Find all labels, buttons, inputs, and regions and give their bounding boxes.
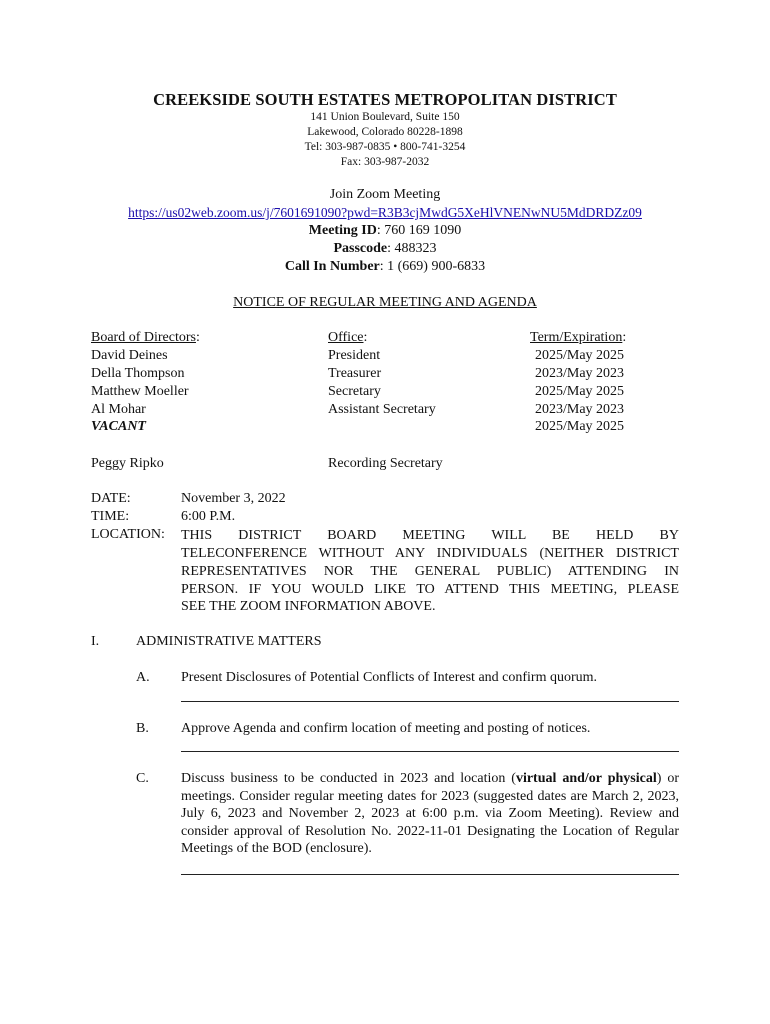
zoom-link[interactable]: https://us02web.zoom.us/j/7601691090?pwd=R3B3cjMwdG5XeHlVNENwNU5MdDRDZz09 (128, 205, 642, 220)
director-office: Assistant Secretary (328, 402, 436, 417)
notice-title: NOTICE OF REGULAR MEETING AND AGENDA (233, 295, 537, 310)
call-in-label: Call In Number (284, 259, 380, 274)
call-in-row (0, 259, 770, 275)
director-term: 2025/May 2025 (535, 348, 625, 363)
director-office: Treasurer (328, 366, 382, 381)
location-line: TELECONFERENCE WITHOUT ANY INDIVIDUALS (NEITHER DISTRICT (181, 546, 679, 561)
section-title: ADMINISTRATIVE MATTERS (136, 634, 322, 649)
director-term: 2025/May 2025 (535, 384, 625, 399)
passcode-row (0, 241, 770, 257)
time-value: 6:00 P.M. (181, 509, 236, 524)
director-term: 2025/May 2025 (535, 419, 625, 434)
board-header-office: Office: (328, 330, 368, 345)
location-line: REPRESENTATIVES NOR THE GENERAL PUBLIC) ATTENDING IN (181, 564, 679, 579)
address-line-2: Lakewood, Colorado 80228-1898 (307, 126, 463, 138)
agenda-item-text: Approve Agenda and confirm location of meeting and posting of notices. (181, 721, 591, 736)
director-term: 2023/May 2023 (535, 402, 625, 417)
passcode-value: : 488323 (387, 241, 437, 256)
date-value: November 3, 2022 (181, 491, 286, 506)
zoom-join-text: Join Zoom Meeting (329, 187, 441, 202)
notice-title-row (0, 295, 770, 311)
location-line: SEE THE ZOOM INFORMATION ABOVE. (181, 599, 436, 614)
director-office: Secretary (328, 384, 381, 399)
address-line-1: 141 Union Boulevard, Suite 150 (310, 111, 460, 123)
notes-line (181, 751, 679, 752)
agenda-item-letter: B. (136, 721, 149, 736)
board-header-directors: Board of Directors: (91, 330, 200, 345)
director-name: David Deines (91, 348, 168, 363)
director-name: Al Mohar (91, 402, 146, 417)
zoom-link-row (0, 205, 770, 221)
agenda-item-letter: C. (136, 771, 149, 786)
meeting-id-value: : 760 169 1090 (376, 223, 462, 238)
agenda-item-text: Discuss business to be conducted in 2023 and location (virtual and/or physical) or meetings. Consider regular meeting dates for 2023 (suggested dates are March 2, 2023, July 6, 2023 and November 2, 2023 at 6:00 p.m. via Zoom Meeting). Review and consider approval of Resolution No. 2022-11-01 Designating the Location of Regular Meetings of the BOD (enclosure). (181, 771, 679, 856)
time-label: TIME: (91, 509, 130, 524)
fax-line: Fax: 303-987-2032 (340, 156, 430, 168)
recording-secretary-name: Peggy Ripko (91, 456, 164, 471)
call-in-value: : 1 (669) 900-6833 (379, 259, 486, 274)
location-line: PERSON. IF YOU WOULD LIKE TO ATTEND THIS MEETING, PLEASE (181, 582, 679, 597)
location-line: THIS DISTRICT BOARD MEETING WILL BE HELD BY (181, 528, 679, 543)
meeting-id-label: Meeting ID (308, 223, 377, 238)
director-office: President (328, 348, 381, 363)
meeting-id-row (0, 223, 770, 239)
recording-secretary-office: Recording Secretary (328, 456, 443, 471)
director-term: 2023/May 2023 (535, 366, 625, 381)
location-label: LOCATION: (91, 527, 165, 542)
board-header-term: Term/Expiration: (530, 330, 627, 345)
director-name-vacant: VACANT (91, 419, 146, 434)
section-number: I. (91, 634, 100, 649)
telephone-line: Tel: 303-987-0835 • 800-741-3254 (304, 141, 466, 153)
director-name: Della Thompson (91, 366, 185, 381)
notes-line (181, 874, 679, 875)
district-title: CREEKSIDE SOUTH ESTATES METROPOLITAN DISTRICT (153, 90, 617, 109)
passcode-label: Passcode (333, 241, 388, 256)
agenda-item-text: Present Disclosures of Potential Conflicts of Interest and confirm quorum. (181, 670, 598, 685)
director-name: Matthew Moeller (91, 384, 189, 399)
notes-line (181, 701, 679, 702)
date-label: DATE: (91, 491, 131, 506)
agenda-item-letter: A. (136, 670, 150, 685)
